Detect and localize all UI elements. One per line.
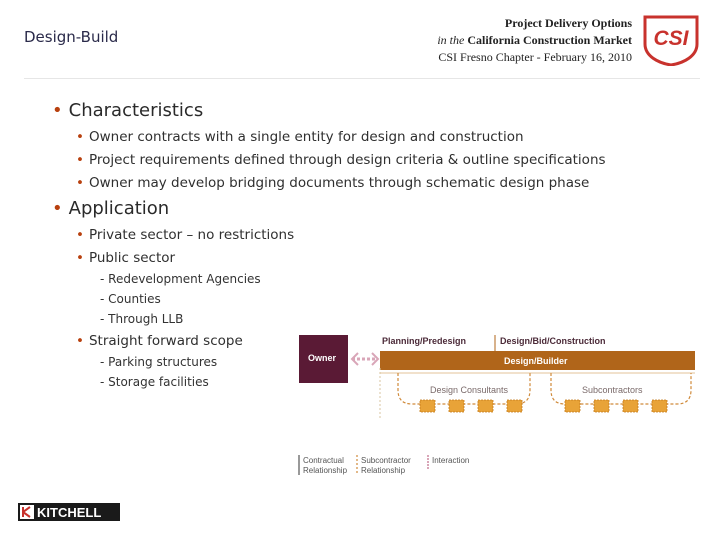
section-application: • Application — [52, 198, 170, 219]
subcontractor-box — [594, 400, 609, 412]
header-line-2 — [437, 33, 632, 48]
consultant-boxes — [420, 400, 522, 412]
diagram-legend — [299, 455, 469, 475]
design-build-diagram — [296, 330, 700, 480]
legend-interaction: Interaction — [432, 456, 470, 465]
phase-planning-label: Planning/Predesign — [382, 336, 467, 346]
subcontractor-box — [565, 400, 580, 412]
slide-title: Design-Build — [24, 28, 119, 46]
list-item: • Owner contracts with a single entity for design and construction — [76, 129, 524, 145]
header-line-2-italic: in the — [437, 33, 465, 47]
header-line-2-bold: California Construction Market — [467, 33, 632, 47]
sub-item: - Redevelopment Agencies — [100, 272, 261, 286]
legend-subcontractor-2: Relationship — [361, 466, 406, 475]
list-item: • Project requirements defined through design criteria & outline specifications — [76, 152, 606, 168]
legend-subcontractor-1: Subcontractor — [361, 456, 411, 465]
section-title: Application — [68, 198, 170, 219]
header-divider — [24, 78, 700, 79]
phase-design-bid-label: Design/Bid/Construction — [500, 336, 606, 346]
subcontractors-label: Subcontractors — [582, 385, 643, 395]
list-item: • Private sector – no restrictions — [76, 227, 295, 243]
list-item: • Owner may develop bridging documents through schematic design phase — [76, 175, 590, 191]
subcontractor-box — [652, 400, 667, 412]
consultant-box — [478, 400, 493, 412]
design-consultants-label: Design Consultants — [430, 385, 509, 395]
subcontractor-box — [623, 400, 638, 412]
sub-item: - Parking structures — [100, 355, 218, 369]
sub-item: - Through LLB — [100, 312, 184, 326]
csi-logo — [642, 14, 700, 66]
consultant-box — [449, 400, 464, 412]
sub-item: - Counties — [100, 292, 161, 306]
consultant-box — [420, 400, 435, 412]
legend-contractual-2: Relationship — [303, 466, 348, 475]
consultant-box — [507, 400, 522, 412]
sub-item: - Storage facilities — [100, 375, 209, 389]
kitchell-logo — [18, 503, 120, 521]
section-characteristics: • Characteristics — [52, 100, 204, 121]
section-title: Characteristics — [68, 100, 204, 121]
list-item: • Straight forward scope — [76, 333, 243, 349]
subcontractor-boxes — [565, 400, 667, 412]
header-line-3: CSI Fresno Chapter - February 16, 2010 — [438, 50, 632, 64]
design-builder-label: Design/Builder — [504, 356, 568, 366]
kitchell-logo-text: KITCHELL — [37, 505, 102, 520]
legend-contractual-1: Contractual — [303, 456, 344, 465]
list-item: • Public sector — [76, 250, 176, 266]
csi-logo-text: CSI — [653, 27, 689, 50]
owner-label: Owner — [308, 353, 337, 363]
header-line-1: Project Delivery Options — [504, 16, 632, 30]
